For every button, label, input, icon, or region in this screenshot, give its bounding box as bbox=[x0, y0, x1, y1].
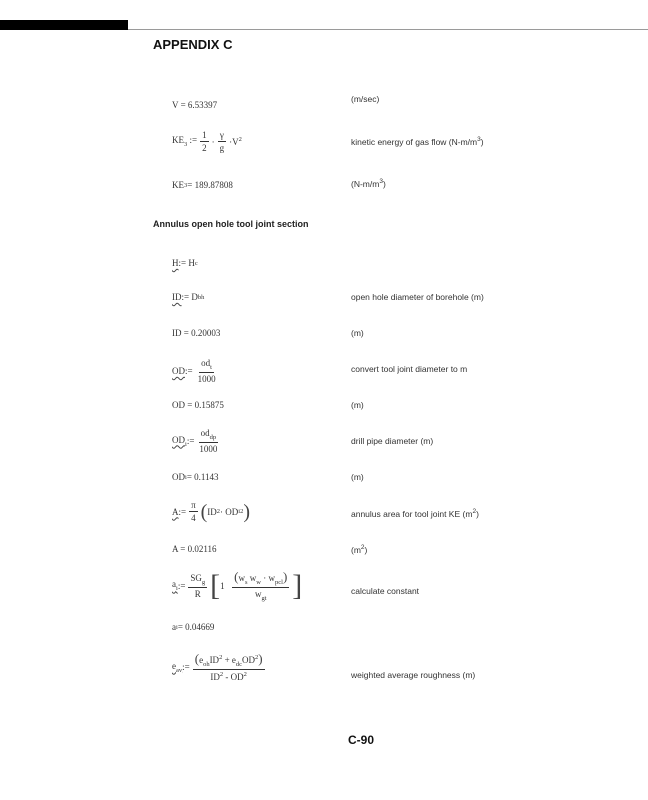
h-assignment: H := H c bbox=[172, 258, 198, 268]
ke-formula: $KE_3$ := $\frac{1}{2}$ · $\frac{\gamma}{g}$ $\cdot V^2$ bbox=[172, 130, 242, 153]
constant-weight-fraction: $\frac{(w_s w_w \cdot w_{pcl})}{w_{gt}}$ bbox=[234, 569, 288, 602]
id-description: open hole diameter of borehole (m) bbox=[351, 292, 484, 302]
ke-lhs: $KE_3$ := bbox=[172, 135, 198, 148]
header-bar bbox=[0, 20, 128, 30]
ke-description: kinetic energy of gas flow $(N-m/m^3)$ bbox=[351, 136, 484, 147]
odi-unit: (m) bbox=[351, 472, 364, 482]
od-formula: OD := $\frac{od_t}{1000}$ bbox=[172, 358, 216, 384]
velocity-result: V = 6.53397 bbox=[172, 100, 218, 110]
id-assignment: ID := D bh bbox=[172, 292, 205, 302]
roughness-formula: $e_{av}$ := $\frac{(e_{oh}ID^2 + e_{dc}OD^2)}{ID^2 - OD^2}$ bbox=[172, 651, 263, 682]
area-result: A = 0.02116 bbox=[172, 544, 217, 554]
constant-result: a i = 0.04669 bbox=[172, 622, 215, 632]
od-description: convert tool joint diameter to m bbox=[351, 364, 468, 374]
constant-sg-fraction: $\frac{SG_g}{R}$ bbox=[190, 572, 206, 599]
appendix-title: APPENDIX C bbox=[153, 37, 233, 52]
velocity-unit: (m/sec) bbox=[351, 94, 380, 104]
id-result: ID = 0.20003 bbox=[172, 328, 221, 338]
section-title: Annulus open hole tool joint section bbox=[153, 219, 309, 229]
area-pi-fraction: $\frac{\pi}{4}$ bbox=[191, 500, 196, 523]
roughness-description: weighted average roughness (m) bbox=[351, 670, 476, 680]
odi-formula: $OD_i$ := $\frac{od_{dp}}{1000}$ bbox=[172, 428, 218, 454]
constant-formula: $a_i$ := $\frac{SG_g}{R}$ [ 1 $\frac{(w_s w_w \cdot w_{pcl})}{w_{gt}}$ ] bbox=[172, 568, 303, 602]
od-result: OD = 0.15875 bbox=[172, 400, 224, 410]
area-formula: A := $\frac{\pi}{4}$ ( ID 2 · OD i 2 ) bbox=[172, 500, 251, 523]
area-unit: $(m^2)$ bbox=[351, 544, 368, 555]
ke-frac-gamma-g: $\frac{\gamma}{g}$ bbox=[219, 130, 225, 153]
odi-fraction: $\frac{od_{dp}}{1000}$ bbox=[199, 428, 218, 454]
roughness-fraction: $\frac{(e_{oh}ID^2 + e_{dc}OD^2)}{ID^2 - OD^2}$ bbox=[194, 651, 263, 682]
ke-result: KE 3 = 189.87808 bbox=[172, 180, 233, 190]
header-rule bbox=[128, 29, 648, 30]
area-description: annulus area for tool joint KE $(m^2)$ bbox=[351, 508, 479, 519]
page-number: C-90 bbox=[348, 733, 375, 747]
ke-frac-half: $\frac{1}{2}$ bbox=[202, 130, 207, 153]
odi-result: OD i = 0.1143 bbox=[172, 472, 219, 482]
od-fraction: $\frac{od_t}{1000}$ bbox=[197, 358, 216, 384]
constant-description: calculate constant bbox=[351, 586, 420, 596]
odi-description: drill pipe diameter (m) bbox=[351, 436, 434, 446]
id-unit: (m) bbox=[351, 328, 364, 338]
ke-velocity-term: $\cdot V^2$ bbox=[229, 136, 242, 147]
od-unit: (m) bbox=[351, 400, 364, 410]
ke-unit: $(N-m/m^3)$ bbox=[351, 178, 386, 189]
